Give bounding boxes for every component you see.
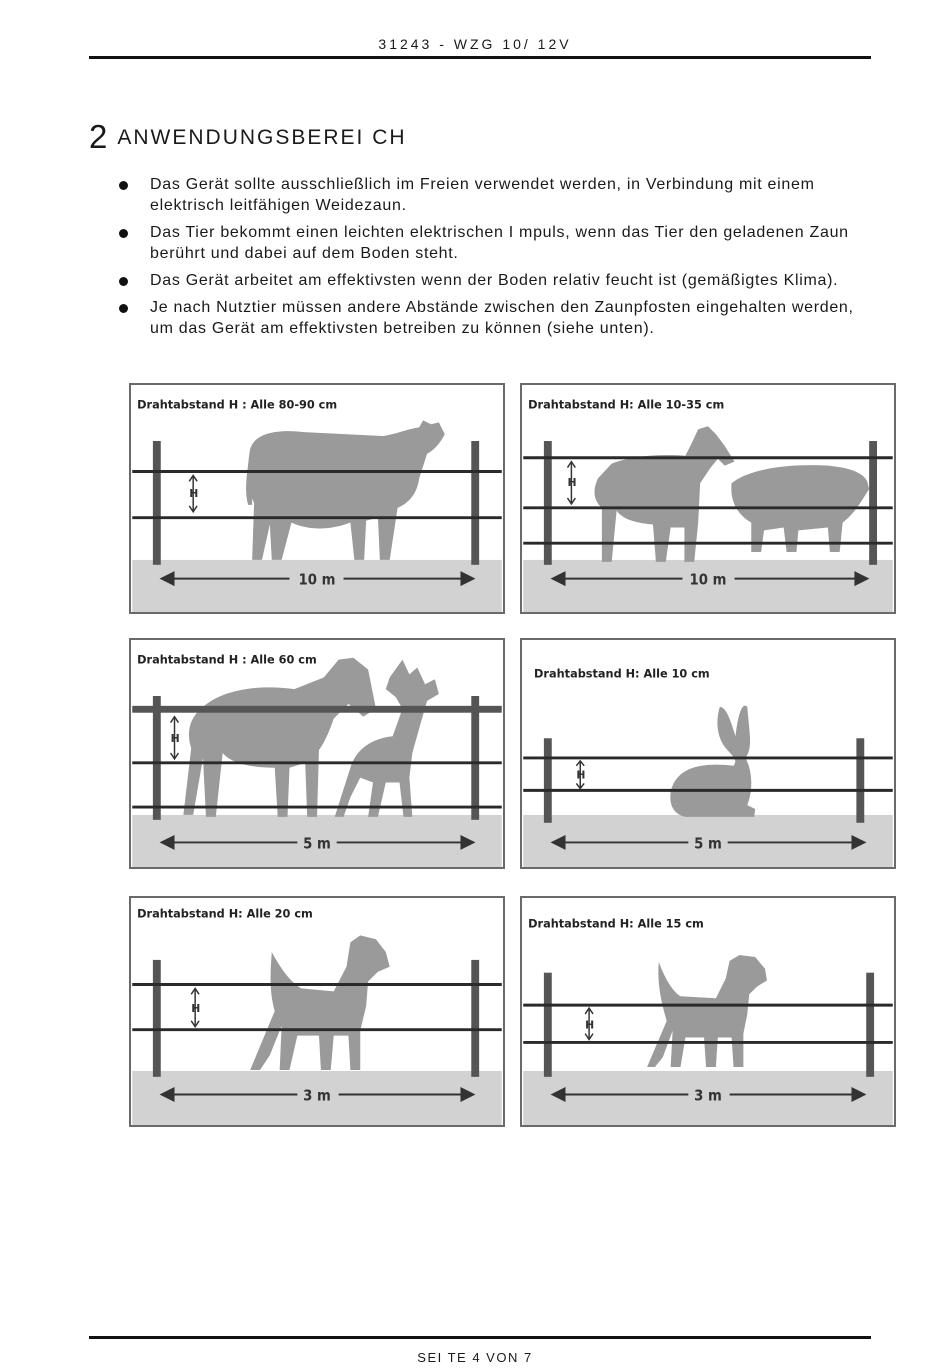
bullet-item: Das Tier bekommt einen leichten elektrischen I mpuls, wenn das Tier den geladenen Zaun berührt und dabei auf dem Boden steht. bbox=[89, 222, 871, 264]
fence-post-left bbox=[153, 441, 161, 565]
bullet-item: Je nach Nutztier müssen andere Abstände zwischen den Zaunpfosten eingehalten werden, um das Gerät am effektivsten betreiben zu können (siehe unten). bbox=[89, 297, 871, 339]
fence-post-right bbox=[869, 441, 877, 565]
fence-post-left bbox=[544, 441, 552, 565]
bullet-item: Das Gerät sollte ausschließlich im Freien verwendet werden, in Verbindung mit einem elektrisch leitfähigen Weidezaun. bbox=[89, 174, 871, 216]
rabbit-silhouette-icon bbox=[670, 706, 755, 817]
height-label: H bbox=[576, 768, 586, 782]
distance-label: 3 m bbox=[303, 1087, 331, 1105]
fence-illustration bbox=[131, 898, 503, 1125]
fence-panel-goat-pig bbox=[520, 383, 896, 614]
goat-silhouette-icon bbox=[595, 426, 735, 562]
distance-label: 5 m bbox=[303, 835, 331, 853]
panel-label: Drahtabstand H : Alle 60 cm bbox=[137, 653, 317, 667]
fence-post-right bbox=[471, 441, 479, 565]
bullet-icon bbox=[119, 229, 128, 238]
wire-top-band bbox=[132, 706, 501, 713]
bullet-list bbox=[89, 174, 871, 345]
bullet-item: Das Gerät arbeitet am effektivsten wenn der Boden relativ feucht ist (gemäßigtes Klima). bbox=[89, 270, 871, 291]
height-label: H bbox=[191, 1001, 201, 1015]
bullet-icon bbox=[119, 304, 128, 313]
distance-label: 10 m bbox=[298, 571, 336, 589]
fence-post-right bbox=[471, 696, 479, 820]
section-title: ANWENDUNGSBEREI CH bbox=[117, 126, 407, 149]
fence-illustration bbox=[131, 385, 503, 612]
height-label: H bbox=[567, 476, 577, 490]
bullet-icon bbox=[119, 277, 128, 286]
fence-illustration bbox=[522, 640, 894, 867]
panel-label: Drahtabstand H: Alle 10 cm bbox=[534, 667, 710, 681]
fence-panel-zebra-deer bbox=[129, 638, 505, 869]
dog-silhouette-icon bbox=[250, 935, 390, 1070]
fence-post-left bbox=[153, 696, 161, 820]
panel-label: Drahtabstand H: Alle 10-35 cm bbox=[528, 398, 725, 412]
section-heading bbox=[89, 118, 407, 156]
fence-post-right bbox=[866, 973, 874, 1077]
height-label: H bbox=[170, 732, 180, 746]
fence-post-left bbox=[544, 973, 552, 1077]
footer-divider bbox=[89, 1336, 871, 1339]
header-divider bbox=[89, 56, 871, 59]
panel-label: Drahtabstand H: Alle 20 cm bbox=[137, 907, 313, 921]
fence-panel-rabbit bbox=[520, 638, 896, 869]
height-label: H bbox=[189, 487, 199, 501]
fence-post-left bbox=[544, 738, 552, 823]
fence-post-left bbox=[153, 960, 161, 1077]
section-number: 2 bbox=[89, 118, 108, 155]
fence-illustration bbox=[522, 898, 894, 1125]
panel-label: Drahtabstand H : Alle 80-90 cm bbox=[137, 398, 338, 412]
distance-label: 3 m bbox=[694, 1087, 722, 1105]
fence-post-right bbox=[471, 960, 479, 1077]
panel-label: Drahtabstand H: Alle 15 cm bbox=[528, 917, 704, 931]
distance-label: 10 m bbox=[689, 571, 727, 589]
fence-panel-dog bbox=[129, 896, 505, 1127]
fence-panel-small-dog bbox=[520, 896, 896, 1127]
fence-illustration bbox=[522, 385, 894, 612]
distance-label: 5 m bbox=[694, 835, 722, 853]
document-header: 31243 - WZG 10/ 12V bbox=[378, 36, 572, 52]
page-number: SEI TE 4 VON 7 bbox=[417, 1350, 533, 1365]
fence-post-right bbox=[856, 738, 864, 823]
bullet-icon bbox=[119, 181, 128, 190]
cow-silhouette-icon bbox=[246, 420, 445, 560]
dog-silhouette-icon bbox=[647, 955, 767, 1067]
height-label: H bbox=[585, 1018, 595, 1032]
fence-illustration bbox=[131, 640, 503, 867]
fence-panel-cow bbox=[129, 383, 505, 614]
